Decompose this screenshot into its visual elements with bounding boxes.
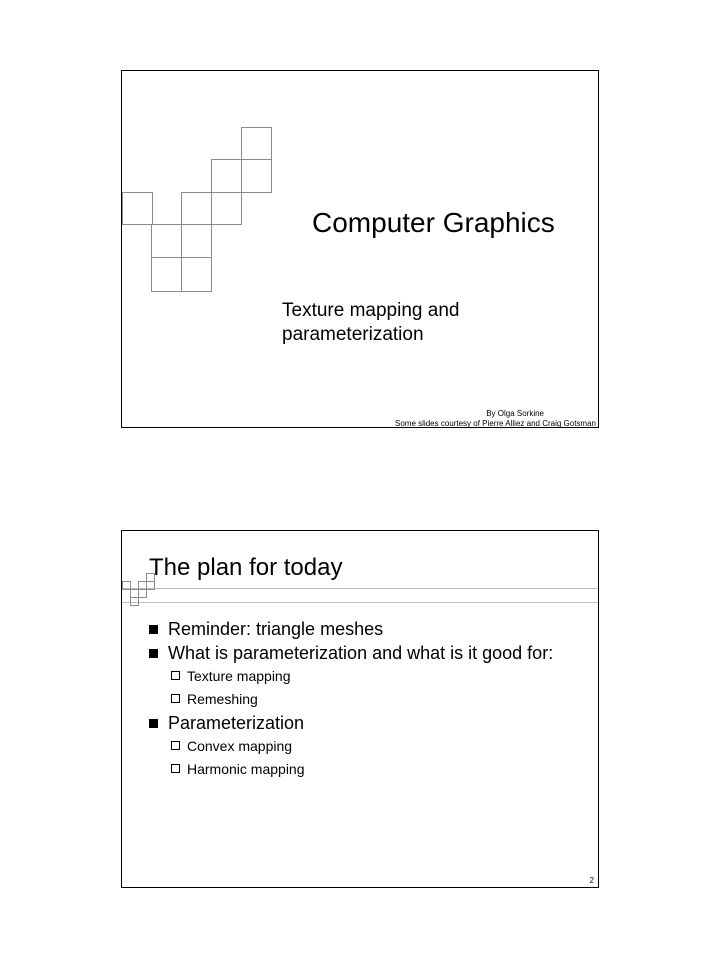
- author-credit: By Olga Sorkine: [486, 409, 544, 418]
- subtitle-line-2: parameterization: [282, 324, 424, 345]
- agenda-subitem-text: Texture mapping: [187, 668, 291, 684]
- filled-square-bullet-icon: [149, 649, 158, 658]
- slide-title: The plan for today: [149, 554, 343, 581]
- agenda-item-text: Parameterization: [168, 713, 305, 733]
- agenda-subitem: [149, 665, 553, 688]
- agenda-subitem-text: Remeshing: [187, 691, 258, 707]
- grid-decoration: [122, 71, 282, 301]
- subtitle-line-1: Texture mapping and: [282, 300, 460, 321]
- agenda-item-text: Reminder: triangle meshes: [168, 619, 384, 639]
- agenda-item: [149, 617, 553, 641]
- slide-2: [121, 530, 599, 888]
- agenda-subitem-text: Convex mapping: [187, 738, 293, 754]
- filled-square-bullet-icon: [149, 719, 158, 728]
- agenda-item: [149, 641, 553, 665]
- slide-title: Computer Graphics: [312, 207, 555, 238]
- agenda-list: [149, 617, 553, 781]
- grid-decoration: [122, 531, 162, 621]
- slide-1: [121, 70, 599, 428]
- agenda-subitem: [149, 735, 553, 758]
- agenda-subitem: [149, 758, 553, 781]
- hollow-square-bullet-icon: [171, 764, 180, 773]
- slide-subtitle: [282, 299, 459, 347]
- agenda-subitem: [149, 688, 553, 711]
- hollow-square-bullet-icon: [171, 741, 180, 750]
- hollow-square-bullet-icon: [171, 671, 180, 680]
- agenda-item-text: What is parameterization and what is it good for:: [168, 643, 554, 663]
- slides-credit: Some slides courtesy of Pierre Alliez and Craig Gotsman: [395, 419, 596, 428]
- title-rule-upper: [122, 588, 598, 589]
- title-rule-lower: [122, 602, 598, 603]
- page-number: 2: [589, 876, 594, 885]
- agenda-item: [149, 711, 553, 735]
- hollow-square-bullet-icon: [171, 694, 180, 703]
- agenda-subitem-text: Harmonic mapping: [187, 761, 305, 777]
- filled-square-bullet-icon: [149, 625, 158, 634]
